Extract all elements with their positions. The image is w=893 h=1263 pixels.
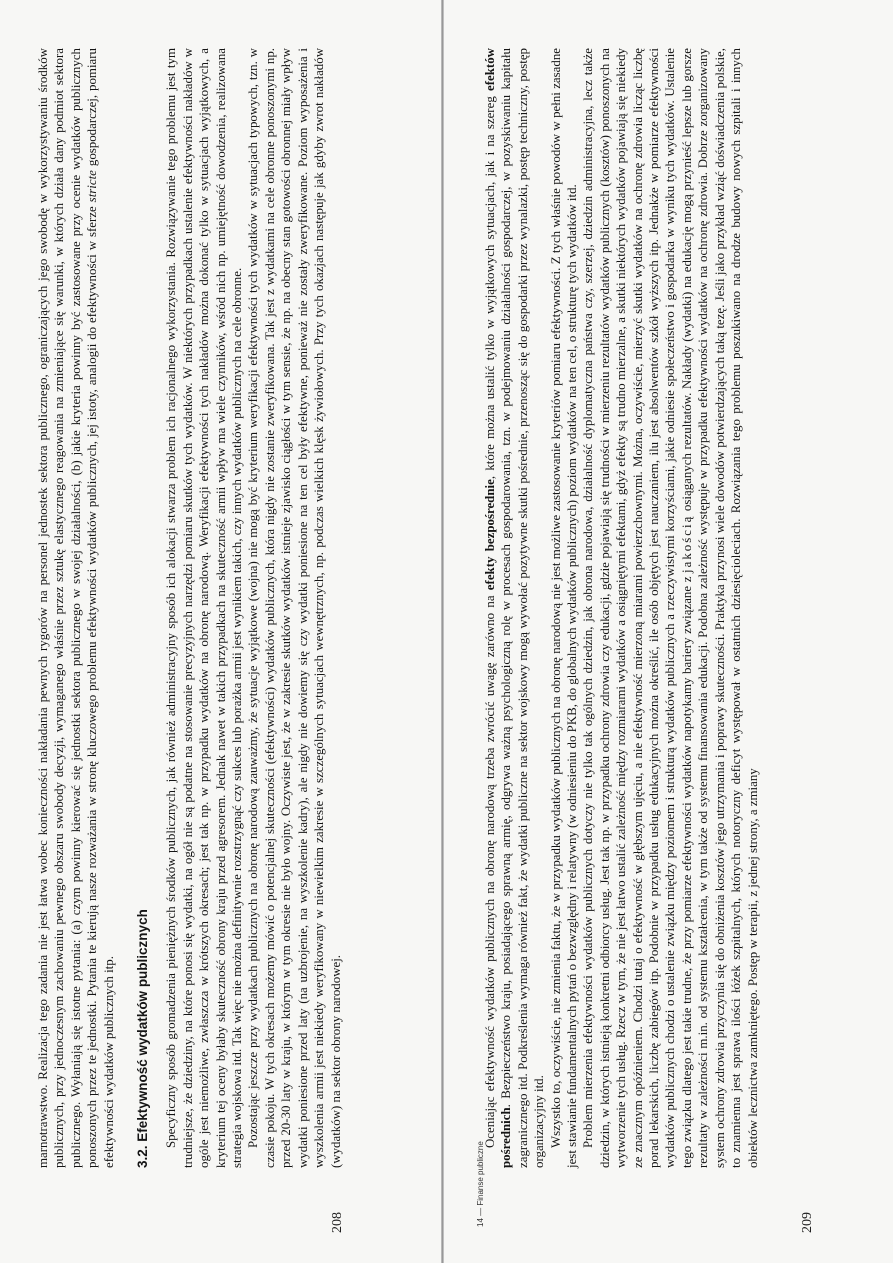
- left-page-text: [35, 48, 415, 1168]
- paragraph: Problem mierzenia efektywności wydatków publicznych dotyczy nie tylko tak ogólnych dziedzin, jak obrona narodowa, działalność dyplomatyczna państwa czy, szerzej, dziedzin administracyjna, lecz także dziedzin, w których istnieją konkretni odbiorcy usług. Jest tak np. w przypadku ochrony zdrowia czy edukacji, gdzie pojawiają się trudności w mierzeniu rezultatów wydatków publicznych (kosztów) ponoszonych na wytworzenie tych usług. Rzecz w tym, że nie jest łatwo ustalić zależność między rozmiarami wydatków a osiągniętymi efektami, gdyż efekty są trudno mierzalne, a skutki niektórych wydatków pojawiają się niekiedy ze znacznym opóźnieniem. Chodzi tutaj o efektywność w głębszym ujęciu, a nie efektywność mierzoną miarami powierzchownymi. Można, oczywiście, mierzyć skutki wydatków na ochronę zdrowia licząc liczbę porad lekarskich, liczbę zabiegów itp. Podobnie w przypadku usług edukacyjnych można określić, ile osób objętych jest nauczaniem, ilu jest absolwentów szkół wyższych itp. Jednakże w pomiarze efektywności wydatków publicznych chodzi o ustalenie związku między poziomem i strukturą wydatków publicznych a rzeczywistymi korzyściami, jakie odniesie społeczeństwo i gospodarka w wyniku tych wydatków. Ustalenie tego związku dlatego jest takie trudne, że przy pomiarze efektywności wydatków napotykamy bariery związane z jakością osiąganych rezultatów. Nakłady (wydatki) na edukację mogą przynieść lepsze lub gorsze rezultaty w zależności m.in. od systemu kształcenia, w tym także od systemu finansowania edukacji. Podobna zależność występuje w przypadku efektywności wydatków na ochronę zdrowia. Dobrze zorganizowany system ochrony zdrowia przyczynia się do obniżenia kosztów jego utrzymania i poprawy skuteczności. Praktyka przynosi wiele dowodów potwierdzających taką tezę. Jeśli jako przykład wziąć doświadczenia polskie, to znamienna jest sprawa ilości łóżek szpitalnych, których notoryczny deficyt występował w ostatnich dziesięcioleciach. Rozwiązania tego problemu poszukiwano na drodze budowy nowych szpitali i innych obiektów lecznictwa zamkniętego. Postęp w terapii, z jednej strony, a zmiany: [581, 48, 760, 1168]
- paragraph: Pozostając jeszcze przy wydatkach publicznych na obronę narodową zauważmy, że sytuacje wyjątkowe (wojna) nie mogą być kryterium weryfikacji efektywności tych wydatków w sytuacjach typowych, tzn. w czasie pokoju. W tych okresach możemy mówić o potencjalnej skuteczności (efektywności) wydatków publicznych, która nigdy nie zostanie zweryfikowana. Tak jest z wydatkami na cele obronne ponoszonymi np. przed 20-30 laty w kraju, w którym w tym okresie nie było wojny. Oczywiste jest, że w zakresie skutków wydatków istnieje zjawisko ciągłości w tym sensie, że np. na obecny stan gotowości obronnej miały wpływ wydatki poniesione przed laty (na uzbrojenie, na wyszkolenie kadry), ale nigdy nie dowiemy się czy wydatki poniesione na ten cel były efektywne, ponieważ nie zostały zweryfikowane. Poziom wyposażenia i wyszkolenia armii jest niekiedy weryfikowany w niewielkim zakresie w szczególnych sytuacjach wewnętrznych, np. podczas wielkich klęsk żywiołowych. Przy tych okazjach następuje jak gdyby zwrot nakładów (wydatków) na sektor obrony narodowej.: [246, 48, 343, 1168]
- book-spine: [441, 0, 444, 1263]
- section-heading: 3.2. Efektywność wydatków publicznych: [135, 909, 151, 1168]
- right-page-text: [482, 48, 862, 1168]
- paragraph: Specyficzny sposób gromadzenia pieniężnych środków publicznych, jak również administracyjny sposób ich alokacji stwarza problem ich racjonalnego wykorzystania. Rozwiązywanie tego problemu jest tym trudniejsze, że dziedziny, na które ponosi się wydatki, na ogół nie są podatne na stosowanie precyzyjnych narzędzi pomiaru skutków tych wydatków. W niektórych przypadkach ustalenie efektywności nakładów w ogóle jest niemożliwe, zwłaszcza w krótszych okresach; jest tak np. w przypadku wydatków na obronę narodową. Weryfikacji efektywności tych nakładów można dokonać tylko w sytuacjach wyjątkowych, a kryterium tej oceny byłaby skuteczność obrony kraju przed agresorem. Jednak nawet w takich przypadkach na skuteczność armii wpływ ma wiele czynników, wśród nich np. umiejętność dowodzenia, realizowana strategia wojskowa itd. Tak więc nie można definitywnie rozstrzygnąć czy sukces lub porażka armii jest wynikiem takich, czy innych wydatków publicznych na cele obronne.: [164, 48, 245, 1168]
- paragraph: Oceniając efektywność wydatków publicznych na obronę narodową trzeba zwrócić uwagę zarówno na efekty bezpośrednie, które można ustalić tylko w wyjątkowych sytuacjach, jak i na szereg efektów pośrednich. Bezpieczeństwo kraju, posiadającego sprawną armię, odgrywa ważną psychologiczną rolę w procesach gospodarowania, tzn. w podejmowaniu działalności gospodarczej, w pozyskiwaniu kapitału zagranicznego itd. Podkreślenia wymaga również fakt, że wydatki publiczne na sektor wojskowy mogą wywołać pozytywne skutki pośrednie, przenosząc się do gospodarki przez wynalazki, postęp techniczny, postęp organizacyjny itd.: [483, 48, 547, 1168]
- right-page: [447, 0, 887, 1263]
- page-number-left: 208: [330, 1212, 345, 1233]
- left-page: [0, 0, 440, 1263]
- running-head: 14 — Finanse publiczne: [476, 1141, 485, 1227]
- page-number-right: 209: [800, 1212, 815, 1233]
- paragraph: marnotrawstwo. Realizacja tego zadania nie jest łatwa wobec konieczności nakładania pewnych rygorów na personel jednostek sektora publicznego, ograniczających jego swobodę w wykorzystywaniu środków publicznych, przy jednoczesnym zachowaniu pewnego obszaru swobody decyzji, wymaganego właśnie przez sztukę elastycznego reagowania na zmieniające się warunki, w których działa dany podmiot sektora publicznego. Wyłaniają się istotne pytania: (a) czym powinny kierować się jednostki sektora publicznego w swojej działalności, (b) jakie kryteria powinny być zastosowane przy ocenie wydatków publicznych ponoszonych przez te jednostki. Pytania te kierują nasze rozważania w stronę kluczowego problemu efektywności wydatków publicznych, jej istoty, analogii do efektywności w sferze stricte gospodarczej, pomiaru efektywności wydatków publicznych itp.: [36, 48, 116, 1168]
- paragraph: Wszystko to, oczywiście, nie zmienia faktu, że w przypadku wydatków publicznych na obronę narodową nie jest możliwe zastosowanie kryteriów pomiaru efektywności. Z tych właśnie powodów w pełni zasadne jest stawianie fundamentalnych pytań o bezwzględny i relatywny (w odniesieniu do PKB, do globalnych wydatków publicznych) poziom wydatków na ten cel, o strukturę tych wydatków itd.: [548, 48, 580, 1168]
